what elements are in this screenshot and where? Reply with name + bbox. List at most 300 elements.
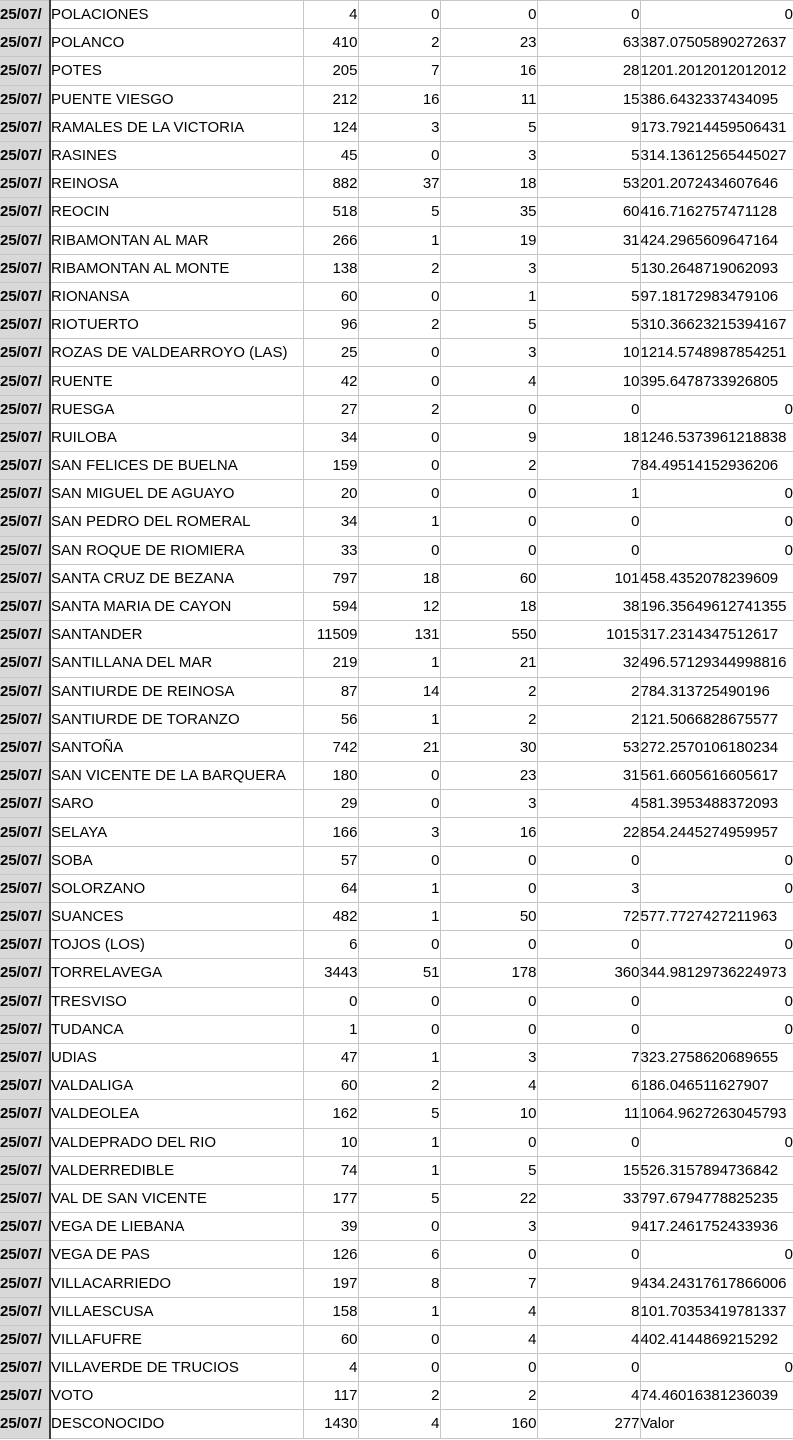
- value2-cell[interactable]: 5: [358, 198, 440, 226]
- value1-cell[interactable]: 56: [303, 705, 358, 733]
- value2-cell[interactable]: 2: [358, 1382, 440, 1410]
- municipality-name-cell[interactable]: REOCIN: [50, 198, 303, 226]
- row-date-cell[interactable]: 25/07/: [0, 987, 50, 1015]
- value2-cell[interactable]: 0: [358, 423, 440, 451]
- municipality-name-cell[interactable]: VILLAVERDE DE TRUCIOS: [50, 1354, 303, 1382]
- value4-cell[interactable]: 0: [537, 536, 640, 564]
- value4-cell[interactable]: 53: [537, 170, 640, 198]
- value1-cell[interactable]: 266: [303, 226, 358, 254]
- value2-cell[interactable]: 1: [358, 1128, 440, 1156]
- value1-cell[interactable]: 124: [303, 113, 358, 141]
- value1-cell[interactable]: 117: [303, 1382, 358, 1410]
- rate-cell[interactable]: 854.2445274959957: [640, 818, 793, 846]
- value2-cell[interactable]: 16: [358, 85, 440, 113]
- value3-cell[interactable]: 23: [440, 29, 537, 57]
- value3-cell[interactable]: 3: [440, 141, 537, 169]
- value3-cell[interactable]: 4: [440, 1297, 537, 1325]
- value4-cell[interactable]: 360: [537, 959, 640, 987]
- value1-cell[interactable]: 166: [303, 818, 358, 846]
- value3-cell[interactable]: 5: [440, 311, 537, 339]
- value2-cell[interactable]: 2: [358, 311, 440, 339]
- value2-cell[interactable]: 0: [358, 1325, 440, 1353]
- rate-cell[interactable]: 0: [640, 395, 793, 423]
- municipality-name-cell[interactable]: RAMALES DE LA VICTORIA: [50, 113, 303, 141]
- row-date-cell[interactable]: 25/07/: [0, 959, 50, 987]
- row-date-cell[interactable]: 25/07/: [0, 1156, 50, 1184]
- value4-cell[interactable]: 0: [537, 395, 640, 423]
- value2-cell[interactable]: 3: [358, 113, 440, 141]
- municipality-name-cell[interactable]: REINOSA: [50, 170, 303, 198]
- rate-cell[interactable]: 74.46016381236039: [640, 1382, 793, 1410]
- value4-cell[interactable]: 63: [537, 29, 640, 57]
- rate-cell[interactable]: 1064.9627263045793: [640, 1100, 793, 1128]
- value3-cell[interactable]: 23: [440, 762, 537, 790]
- value3-cell[interactable]: 3: [440, 339, 537, 367]
- value3-cell[interactable]: 21: [440, 649, 537, 677]
- value4-cell[interactable]: 1: [537, 480, 640, 508]
- value1-cell[interactable]: 27: [303, 395, 358, 423]
- row-date-cell[interactable]: 25/07/: [0, 1269, 50, 1297]
- rate-cell[interactable]: 496.57129344998816: [640, 649, 793, 677]
- rate-cell[interactable]: 84.49514152936206: [640, 452, 793, 480]
- rate-cell[interactable]: 101.70353419781337: [640, 1297, 793, 1325]
- rate-cell[interactable]: 1246.5373961218838: [640, 423, 793, 451]
- value4-cell[interactable]: 101: [537, 564, 640, 592]
- value3-cell[interactable]: 0: [440, 395, 537, 423]
- municipality-name-cell[interactable]: SAN ROQUE DE RIOMIERA: [50, 536, 303, 564]
- row-date-cell[interactable]: 25/07/: [0, 57, 50, 85]
- value2-cell[interactable]: 2: [358, 395, 440, 423]
- value1-cell[interactable]: 33: [303, 536, 358, 564]
- municipality-name-cell[interactable]: VILLAESCUSA: [50, 1297, 303, 1325]
- value2-cell[interactable]: 6: [358, 1241, 440, 1269]
- row-date-cell[interactable]: 25/07/: [0, 29, 50, 57]
- municipality-name-cell[interactable]: TUDANCA: [50, 1015, 303, 1043]
- value1-cell[interactable]: 34: [303, 423, 358, 451]
- value3-cell[interactable]: 50: [440, 903, 537, 931]
- rate-cell[interactable]: 402.4144869215292: [640, 1325, 793, 1353]
- row-date-cell[interactable]: 25/07/: [0, 1410, 50, 1438]
- municipality-name-cell[interactable]: POLACIONES: [50, 1, 303, 29]
- rate-cell[interactable]: 173.79214459506431: [640, 113, 793, 141]
- value4-cell[interactable]: 18: [537, 423, 640, 451]
- municipality-name-cell[interactable]: SANTOÑA: [50, 733, 303, 761]
- value4-cell[interactable]: 0: [537, 1015, 640, 1043]
- value1-cell[interactable]: 47: [303, 1043, 358, 1071]
- value1-cell[interactable]: 197: [303, 1269, 358, 1297]
- municipality-name-cell[interactable]: PUENTE VIESGO: [50, 85, 303, 113]
- value3-cell[interactable]: 0: [440, 846, 537, 874]
- rate-cell[interactable]: 0: [640, 846, 793, 874]
- value1-cell[interactable]: 10: [303, 1128, 358, 1156]
- value4-cell[interactable]: 5: [537, 311, 640, 339]
- value2-cell[interactable]: 1: [358, 649, 440, 677]
- value2-cell[interactable]: 37: [358, 170, 440, 198]
- municipality-name-cell[interactable]: VALDEOLEA: [50, 1100, 303, 1128]
- value3-cell[interactable]: 22: [440, 1184, 537, 1212]
- municipality-name-cell[interactable]: RASINES: [50, 141, 303, 169]
- rate-cell[interactable]: 0: [640, 987, 793, 1015]
- value1-cell[interactable]: 594: [303, 592, 358, 620]
- value1-cell[interactable]: 205: [303, 57, 358, 85]
- rate-cell[interactable]: 784.313725490196: [640, 677, 793, 705]
- municipality-name-cell[interactable]: SUANCES: [50, 903, 303, 931]
- rate-cell[interactable]: 310.36623215394167: [640, 311, 793, 339]
- value4-cell[interactable]: 15: [537, 1156, 640, 1184]
- value2-cell[interactable]: 0: [358, 846, 440, 874]
- rate-cell[interactable]: 577.7727427211963: [640, 903, 793, 931]
- value2-cell[interactable]: 0: [358, 987, 440, 1015]
- value4-cell[interactable]: 53: [537, 733, 640, 761]
- municipality-name-cell[interactable]: VEGA DE LIEBANA: [50, 1213, 303, 1241]
- rate-cell[interactable]: 561.6605616605617: [640, 762, 793, 790]
- row-date-cell[interactable]: 25/07/: [0, 846, 50, 874]
- value1-cell[interactable]: 42: [303, 367, 358, 395]
- row-date-cell[interactable]: 25/07/: [0, 198, 50, 226]
- row-date-cell[interactable]: 25/07/: [0, 1241, 50, 1269]
- rate-cell[interactable]: 1214.5748987854251: [640, 339, 793, 367]
- value4-cell[interactable]: 1015: [537, 621, 640, 649]
- municipality-name-cell[interactable]: SAN MIGUEL DE AGUAYO: [50, 480, 303, 508]
- value4-cell[interactable]: 0: [537, 987, 640, 1015]
- rate-cell[interactable]: 387.07505890272637: [640, 29, 793, 57]
- row-date-cell[interactable]: 25/07/: [0, 113, 50, 141]
- value3-cell[interactable]: 0: [440, 1015, 537, 1043]
- municipality-name-cell[interactable]: SOBA: [50, 846, 303, 874]
- value4-cell[interactable]: 31: [537, 762, 640, 790]
- value1-cell[interactable]: 11509: [303, 621, 358, 649]
- value1-cell[interactable]: 3443: [303, 959, 358, 987]
- value1-cell[interactable]: 180: [303, 762, 358, 790]
- municipality-name-cell[interactable]: SANTILLANA DEL MAR: [50, 649, 303, 677]
- rate-cell[interactable]: 0: [640, 508, 793, 536]
- value1-cell[interactable]: 74: [303, 1156, 358, 1184]
- value2-cell[interactable]: 2: [358, 1072, 440, 1100]
- row-date-cell[interactable]: 25/07/: [0, 226, 50, 254]
- row-date-cell[interactable]: 25/07/: [0, 452, 50, 480]
- row-date-cell[interactable]: 25/07/: [0, 705, 50, 733]
- value4-cell[interactable]: 22: [537, 818, 640, 846]
- value2-cell[interactable]: 0: [358, 367, 440, 395]
- value4-cell[interactable]: 32: [537, 649, 640, 677]
- value4-cell[interactable]: 5: [537, 141, 640, 169]
- value3-cell[interactable]: 0: [440, 508, 537, 536]
- municipality-name-cell[interactable]: TORRELAVEGA: [50, 959, 303, 987]
- row-date-cell[interactable]: 25/07/: [0, 733, 50, 761]
- value2-cell[interactable]: 0: [358, 931, 440, 959]
- rate-cell[interactable]: 386.6432337434095: [640, 85, 793, 113]
- municipality-name-cell[interactable]: RIBAMONTAN AL MONTE: [50, 254, 303, 282]
- row-date-cell[interactable]: 25/07/: [0, 790, 50, 818]
- value1-cell[interactable]: 45: [303, 141, 358, 169]
- rate-cell[interactable]: 323.2758620689655: [640, 1043, 793, 1071]
- value4-cell[interactable]: 5: [537, 282, 640, 310]
- rate-cell[interactable]: 424.2965609647164: [640, 226, 793, 254]
- value3-cell[interactable]: 18: [440, 170, 537, 198]
- value4-cell[interactable]: 10: [537, 367, 640, 395]
- value4-cell[interactable]: 9: [537, 1269, 640, 1297]
- value1-cell[interactable]: 219: [303, 649, 358, 677]
- row-date-cell[interactable]: 25/07/: [0, 1100, 50, 1128]
- value2-cell[interactable]: 1: [358, 508, 440, 536]
- value4-cell[interactable]: 8: [537, 1297, 640, 1325]
- value3-cell[interactable]: 0: [440, 1, 537, 29]
- value3-cell[interactable]: 7: [440, 1269, 537, 1297]
- municipality-name-cell[interactable]: SANTA CRUZ DE BEZANA: [50, 564, 303, 592]
- value3-cell[interactable]: 9: [440, 423, 537, 451]
- municipality-name-cell[interactable]: SELAYA: [50, 818, 303, 846]
- value4-cell[interactable]: 0: [537, 1128, 640, 1156]
- row-date-cell[interactable]: 25/07/: [0, 762, 50, 790]
- row-date-cell[interactable]: 25/07/: [0, 874, 50, 902]
- municipality-name-cell[interactable]: RUESGA: [50, 395, 303, 423]
- value4-cell[interactable]: 0: [537, 931, 640, 959]
- value3-cell[interactable]: 0: [440, 536, 537, 564]
- value1-cell[interactable]: 4: [303, 1354, 358, 1382]
- municipality-name-cell[interactable]: RIBAMONTAN AL MAR: [50, 226, 303, 254]
- value3-cell[interactable]: 60: [440, 564, 537, 592]
- rate-cell[interactable]: 201.2072434607646: [640, 170, 793, 198]
- municipality-name-cell[interactable]: VILLAFUFRE: [50, 1325, 303, 1353]
- row-date-cell[interactable]: 25/07/: [0, 423, 50, 451]
- value2-cell[interactable]: 0: [358, 480, 440, 508]
- value2-cell[interactable]: 21: [358, 733, 440, 761]
- municipality-name-cell[interactable]: SANTANDER: [50, 621, 303, 649]
- value3-cell[interactable]: 19: [440, 226, 537, 254]
- value1-cell[interactable]: 25: [303, 339, 358, 367]
- value4-cell[interactable]: 2: [537, 705, 640, 733]
- municipality-name-cell[interactable]: SANTIURDE DE TORANZO: [50, 705, 303, 733]
- value2-cell[interactable]: 0: [358, 141, 440, 169]
- value3-cell[interactable]: 0: [440, 931, 537, 959]
- rate-cell[interactable]: 416.7162757471128: [640, 198, 793, 226]
- rate-cell[interactable]: 0: [640, 1, 793, 29]
- value1-cell[interactable]: 96: [303, 311, 358, 339]
- value3-cell[interactable]: 2: [440, 705, 537, 733]
- value1-cell[interactable]: 158: [303, 1297, 358, 1325]
- row-date-cell[interactable]: 25/07/: [0, 311, 50, 339]
- value4-cell[interactable]: 4: [537, 1325, 640, 1353]
- value1-cell[interactable]: 20: [303, 480, 358, 508]
- row-date-cell[interactable]: 25/07/: [0, 536, 50, 564]
- row-date-cell[interactable]: 25/07/: [0, 1072, 50, 1100]
- value3-cell[interactable]: 0: [440, 480, 537, 508]
- value3-cell[interactable]: 16: [440, 57, 537, 85]
- row-date-cell[interactable]: 25/07/: [0, 1297, 50, 1325]
- municipality-name-cell[interactable]: RUENTE: [50, 367, 303, 395]
- value2-cell[interactable]: 1: [358, 1156, 440, 1184]
- row-date-cell[interactable]: 25/07/: [0, 141, 50, 169]
- value1-cell[interactable]: 410: [303, 29, 358, 57]
- value3-cell[interactable]: 3: [440, 790, 537, 818]
- value2-cell[interactable]: 7: [358, 57, 440, 85]
- row-date-cell[interactable]: 25/07/: [0, 170, 50, 198]
- rate-cell[interactable]: 395.6478733926805: [640, 367, 793, 395]
- value3-cell[interactable]: 0: [440, 874, 537, 902]
- municipality-name-cell[interactable]: UDIAS: [50, 1043, 303, 1071]
- row-date-cell[interactable]: 25/07/: [0, 677, 50, 705]
- rate-cell[interactable]: 121.5066828675577: [640, 705, 793, 733]
- value2-cell[interactable]: 0: [358, 536, 440, 564]
- value4-cell[interactable]: 0: [537, 508, 640, 536]
- value2-cell[interactable]: 1: [358, 903, 440, 931]
- rate-cell[interactable]: 434.24317617866006: [640, 1269, 793, 1297]
- rate-cell[interactable]: 314.13612565445027: [640, 141, 793, 169]
- row-date-cell[interactable]: 25/07/: [0, 480, 50, 508]
- value3-cell[interactable]: 4: [440, 1325, 537, 1353]
- value2-cell[interactable]: 0: [358, 1, 440, 29]
- value4-cell[interactable]: 0: [537, 1354, 640, 1382]
- municipality-name-cell[interactable]: VAL DE SAN VICENTE: [50, 1184, 303, 1212]
- row-date-cell[interactable]: 25/07/: [0, 395, 50, 423]
- row-date-cell[interactable]: 25/07/: [0, 508, 50, 536]
- row-date-cell[interactable]: 25/07/: [0, 818, 50, 846]
- municipality-name-cell[interactable]: RIOTUERTO: [50, 311, 303, 339]
- value4-cell[interactable]: 0: [537, 1241, 640, 1269]
- value1-cell[interactable]: 64: [303, 874, 358, 902]
- municipality-name-cell[interactable]: ROZAS DE VALDEARROYO (LAS): [50, 339, 303, 367]
- rate-cell[interactable]: 344.98129736224973: [640, 959, 793, 987]
- value2-cell[interactable]: 0: [358, 1213, 440, 1241]
- municipality-name-cell[interactable]: DESCONOCIDO: [50, 1410, 303, 1438]
- value3-cell[interactable]: 4: [440, 367, 537, 395]
- value4-cell[interactable]: 33: [537, 1184, 640, 1212]
- value2-cell[interactable]: 5: [358, 1100, 440, 1128]
- value4-cell[interactable]: 0: [537, 1, 640, 29]
- value4-cell[interactable]: 15: [537, 85, 640, 113]
- value1-cell[interactable]: 162: [303, 1100, 358, 1128]
- row-date-cell[interactable]: 25/07/: [0, 592, 50, 620]
- value1-cell[interactable]: 177: [303, 1184, 358, 1212]
- value4-cell[interactable]: 72: [537, 903, 640, 931]
- value3-cell[interactable]: 1: [440, 282, 537, 310]
- value4-cell[interactable]: 11: [537, 1100, 640, 1128]
- value2-cell[interactable]: 0: [358, 762, 440, 790]
- municipality-name-cell[interactable]: VALDERREDIBLE: [50, 1156, 303, 1184]
- value2-cell[interactable]: 0: [358, 339, 440, 367]
- rate-cell[interactable]: 797.6794778825235: [640, 1184, 793, 1212]
- value1-cell[interactable]: 57: [303, 846, 358, 874]
- value3-cell[interactable]: 550: [440, 621, 537, 649]
- rate-cell[interactable]: Valor: [640, 1410, 793, 1438]
- value4-cell[interactable]: 9: [537, 1213, 640, 1241]
- value4-cell[interactable]: 4: [537, 790, 640, 818]
- value3-cell[interactable]: 178: [440, 959, 537, 987]
- value3-cell[interactable]: 11: [440, 85, 537, 113]
- rate-cell[interactable]: 130.2648719062093: [640, 254, 793, 282]
- value4-cell[interactable]: 5: [537, 254, 640, 282]
- municipality-name-cell[interactable]: POLANCO: [50, 29, 303, 57]
- rate-cell[interactable]: 581.3953488372093: [640, 790, 793, 818]
- rate-cell[interactable]: 526.3157894736842: [640, 1156, 793, 1184]
- row-date-cell[interactable]: 25/07/: [0, 1213, 50, 1241]
- row-date-cell[interactable]: 25/07/: [0, 282, 50, 310]
- value4-cell[interactable]: 9: [537, 113, 640, 141]
- value1-cell[interactable]: 87: [303, 677, 358, 705]
- value4-cell[interactable]: 38: [537, 592, 640, 620]
- value2-cell[interactable]: 1: [358, 705, 440, 733]
- value2-cell[interactable]: 0: [358, 790, 440, 818]
- value1-cell[interactable]: 4: [303, 1, 358, 29]
- rate-cell[interactable]: 458.4352078239609: [640, 564, 793, 592]
- value1-cell[interactable]: 138: [303, 254, 358, 282]
- value3-cell[interactable]: 10: [440, 1100, 537, 1128]
- municipality-name-cell[interactable]: SANTA MARIA DE CAYON: [50, 592, 303, 620]
- row-date-cell[interactable]: 25/07/: [0, 649, 50, 677]
- value3-cell[interactable]: 2: [440, 677, 537, 705]
- row-date-cell[interactable]: 25/07/: [0, 1325, 50, 1353]
- municipality-name-cell[interactable]: VOTO: [50, 1382, 303, 1410]
- value2-cell[interactable]: 4: [358, 1410, 440, 1438]
- row-date-cell[interactable]: 25/07/: [0, 564, 50, 592]
- value1-cell[interactable]: 1: [303, 1015, 358, 1043]
- rate-cell[interactable]: 1201.2012012012012: [640, 57, 793, 85]
- municipality-name-cell[interactable]: RUILOBA: [50, 423, 303, 451]
- value3-cell[interactable]: 35: [440, 198, 537, 226]
- value2-cell[interactable]: 0: [358, 282, 440, 310]
- value3-cell[interactable]: 0: [440, 1241, 537, 1269]
- value3-cell[interactable]: 2: [440, 1382, 537, 1410]
- value1-cell[interactable]: 212: [303, 85, 358, 113]
- row-date-cell[interactable]: 25/07/: [0, 931, 50, 959]
- row-date-cell[interactable]: 25/07/: [0, 621, 50, 649]
- value4-cell[interactable]: 6: [537, 1072, 640, 1100]
- value1-cell[interactable]: 518: [303, 198, 358, 226]
- value2-cell[interactable]: 1: [358, 1043, 440, 1071]
- rate-cell[interactable]: 417.2461752433936: [640, 1213, 793, 1241]
- value1-cell[interactable]: 60: [303, 282, 358, 310]
- value3-cell[interactable]: 5: [440, 1156, 537, 1184]
- value2-cell[interactable]: 0: [358, 1354, 440, 1382]
- value1-cell[interactable]: 60: [303, 1325, 358, 1353]
- value3-cell[interactable]: 2: [440, 452, 537, 480]
- value3-cell[interactable]: 5: [440, 113, 537, 141]
- municipality-name-cell[interactable]: SAN VICENTE DE LA BARQUERA: [50, 762, 303, 790]
- value1-cell[interactable]: 797: [303, 564, 358, 592]
- value2-cell[interactable]: 2: [358, 29, 440, 57]
- row-date-cell[interactable]: 25/07/: [0, 1, 50, 29]
- row-date-cell[interactable]: 25/07/: [0, 1043, 50, 1071]
- value1-cell[interactable]: 882: [303, 170, 358, 198]
- row-date-cell[interactable]: 25/07/: [0, 367, 50, 395]
- rate-cell[interactable]: 0: [640, 1241, 793, 1269]
- rate-cell[interactable]: 0: [640, 931, 793, 959]
- municipality-name-cell[interactable]: RIONANSA: [50, 282, 303, 310]
- value2-cell[interactable]: 0: [358, 452, 440, 480]
- value1-cell[interactable]: 159: [303, 452, 358, 480]
- municipality-name-cell[interactable]: SOLORZANO: [50, 874, 303, 902]
- municipality-name-cell[interactable]: VALDALIGA: [50, 1072, 303, 1100]
- municipality-name-cell[interactable]: VILLACARRIEDO: [50, 1269, 303, 1297]
- municipality-name-cell[interactable]: SAN FELICES DE BUELNA: [50, 452, 303, 480]
- municipality-name-cell[interactable]: SARO: [50, 790, 303, 818]
- value1-cell[interactable]: 6: [303, 931, 358, 959]
- value2-cell[interactable]: 2: [358, 254, 440, 282]
- value3-cell[interactable]: 4: [440, 1072, 537, 1100]
- value3-cell[interactable]: 18: [440, 592, 537, 620]
- row-date-cell[interactable]: 25/07/: [0, 254, 50, 282]
- value3-cell[interactable]: 30: [440, 733, 537, 761]
- value4-cell[interactable]: 7: [537, 452, 640, 480]
- value3-cell[interactable]: 3: [440, 1043, 537, 1071]
- value1-cell[interactable]: 126: [303, 1241, 358, 1269]
- value2-cell[interactable]: 131: [358, 621, 440, 649]
- value1-cell[interactable]: 39: [303, 1213, 358, 1241]
- value2-cell[interactable]: 51: [358, 959, 440, 987]
- value4-cell[interactable]: 4: [537, 1382, 640, 1410]
- value2-cell[interactable]: 3: [358, 818, 440, 846]
- value2-cell[interactable]: 1: [358, 1297, 440, 1325]
